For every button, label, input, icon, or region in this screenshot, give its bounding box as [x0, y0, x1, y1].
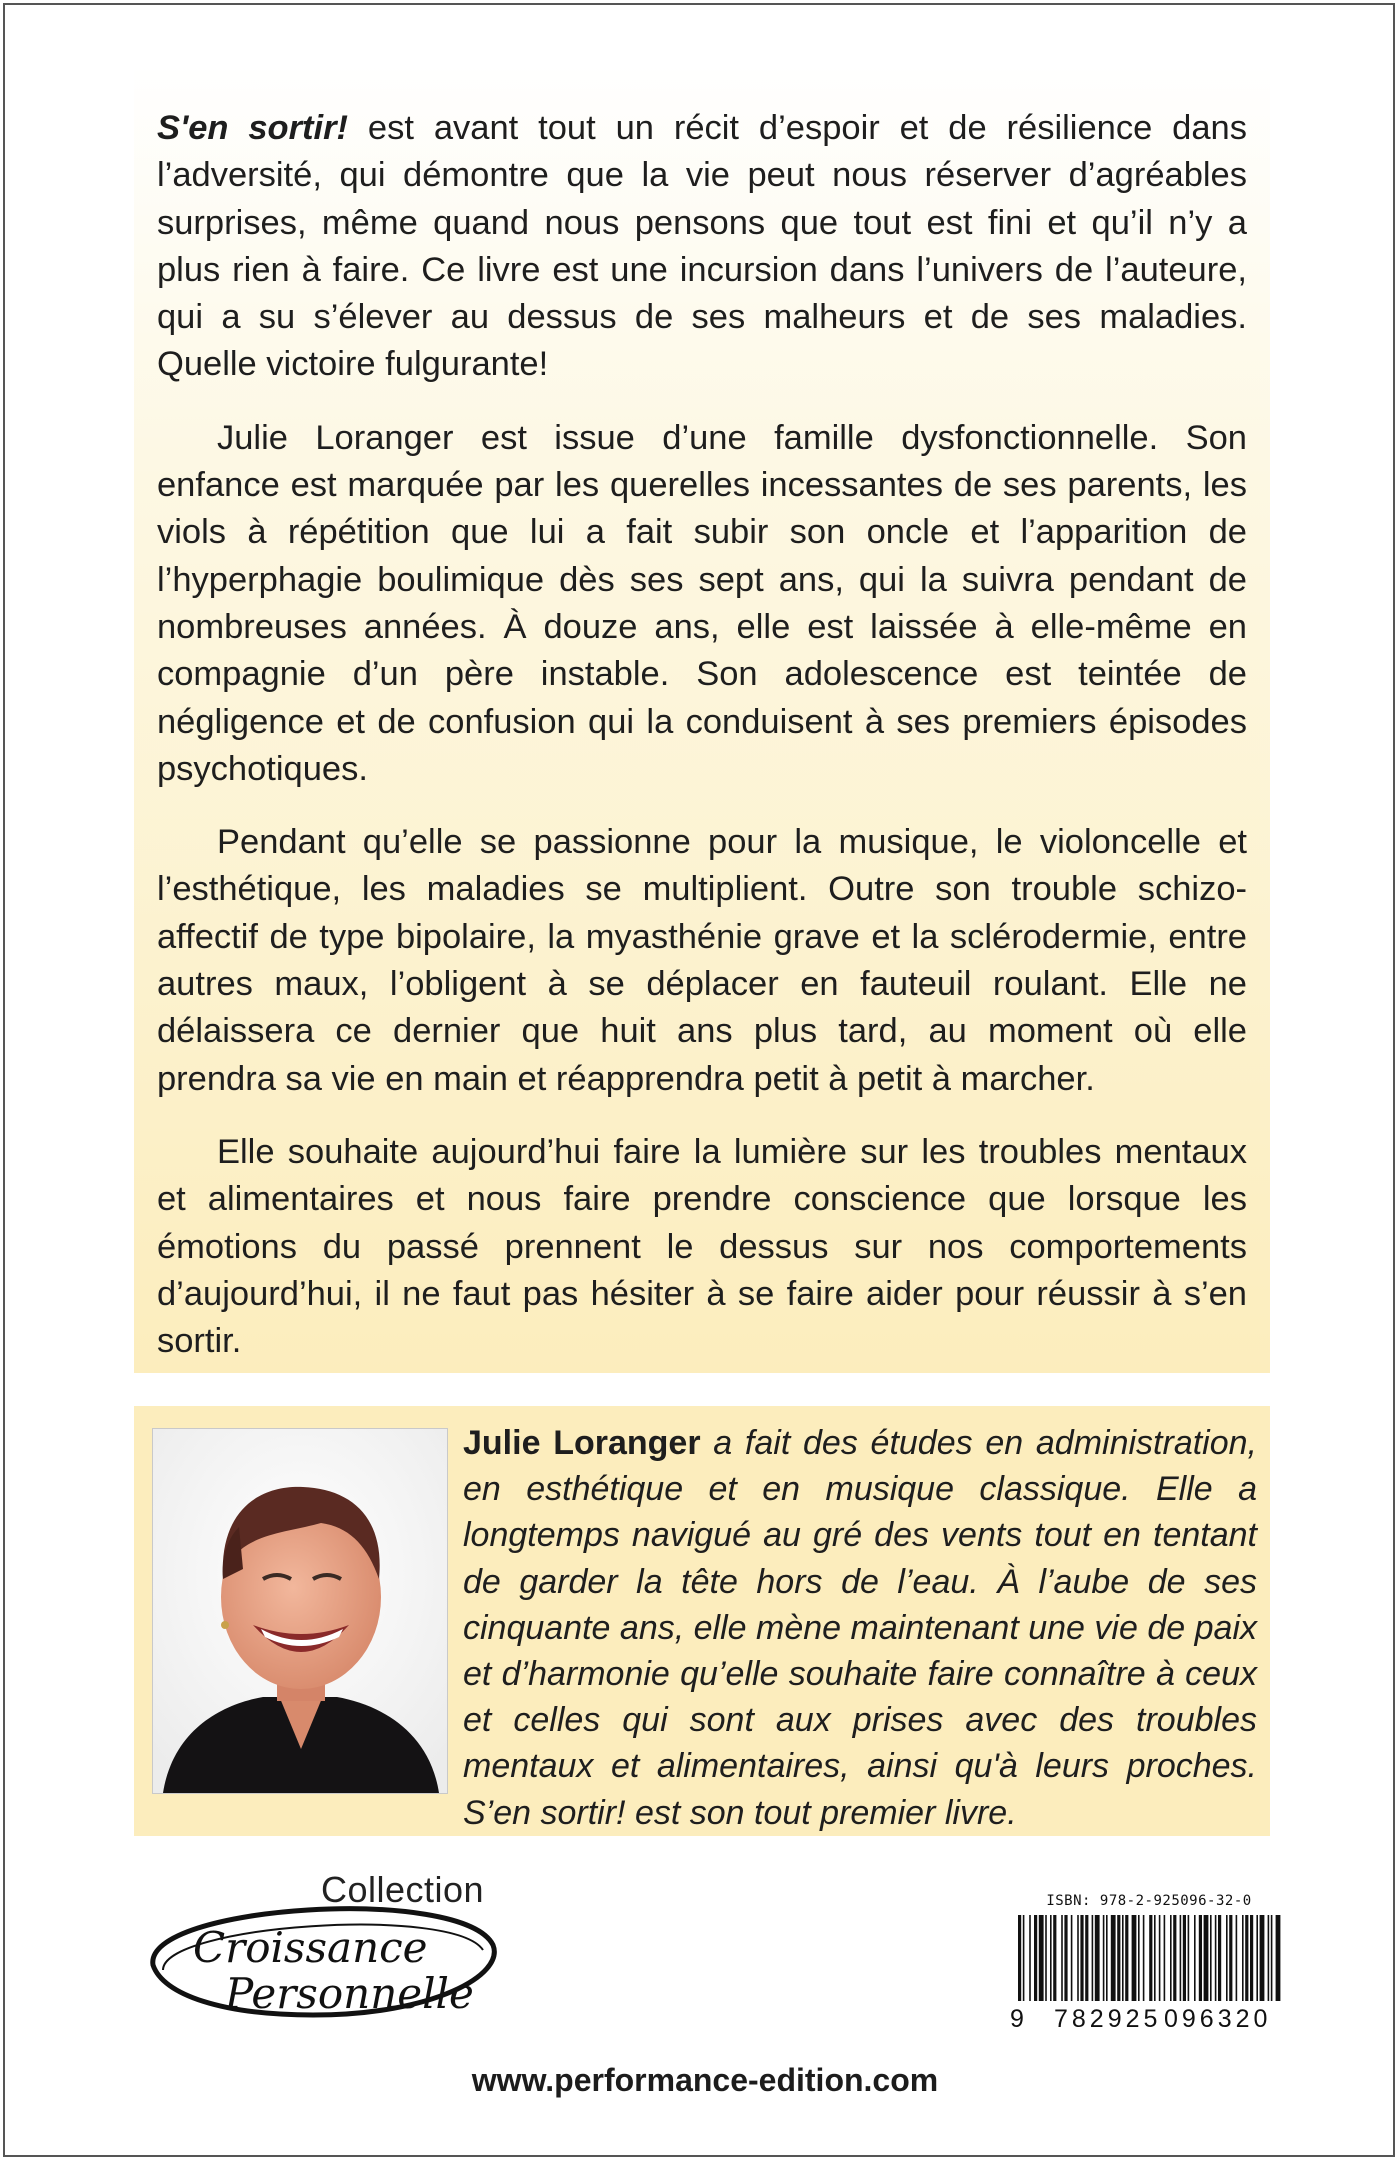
- barcode-bar: [1173, 1915, 1176, 2001]
- book-title: S'en sortir!: [157, 109, 349, 147]
- barcode-bar: [1085, 1915, 1088, 2001]
- barcode-bar: [1183, 1915, 1186, 2001]
- barcode-bar: [1125, 1915, 1128, 2001]
- barcode-bar: [1122, 1915, 1124, 2001]
- barcode-bar: [1229, 1915, 1232, 2001]
- barcode-bar: [1268, 1915, 1270, 2001]
- barcode-bar: [1018, 1915, 1021, 2001]
- barcode-bar: [1188, 1915, 1190, 2001]
- barcode-bar: [1194, 1915, 1196, 2001]
- cover-frame: [3, 3, 1395, 2157]
- barcode-bar: [1242, 1915, 1244, 2001]
- barcode-bar: [1260, 1915, 1265, 2001]
- barcode-bar: [1218, 1915, 1221, 2001]
- barcode-digits-right: 096320: [1164, 2005, 1272, 2033]
- barcode-icon: [1014, 1915, 1284, 2005]
- barcode-bar: [1111, 1915, 1116, 2001]
- isbn-label: ISBN: 978-2-925096-32-0: [1046, 1893, 1252, 1909]
- collection-name-line-2: Personnelle: [225, 1969, 474, 2018]
- description-paragraph-2: Julie Loranger est issue d’une famille dysfonctionnelle. Son enfance est marquée par les querelles incessantes de ses parents, les viols à répétition que lui a fait subir son oncle et l’apparition de l’hyperphagie boulimique dès ses sept ans, qui la suivra pendant de nombreuses années. À douze ans, elle est laissée à elle-même en compagnie d’un père instable. Son adolescence est teintée de négligence et de confusion qui la conduisent à ses premiers épisodes psychotiques.: [157, 418, 1247, 788]
- barcode-bar: [1034, 1915, 1037, 2001]
- barcode-bar: [1023, 1915, 1025, 2001]
- barcode-bar: [1170, 1915, 1172, 2001]
- barcode-bar: [1159, 1915, 1161, 2001]
- barcode-bar: [1245, 1915, 1248, 2001]
- barcode-bar: [1204, 1915, 1209, 2001]
- description-panel: [134, 65, 1270, 1373]
- author-bio: [463, 1420, 1257, 1836]
- barcode-bar: [1103, 1915, 1105, 2001]
- barcode-bar: [1215, 1915, 1217, 2001]
- barcode-bar: [1092, 1915, 1094, 2001]
- barcode-bar: [1154, 1915, 1156, 2001]
- barcode-bar: [1061, 1915, 1063, 2001]
- barcode-bar: [1271, 1915, 1273, 2001]
- barcode-bar: [1077, 1915, 1079, 2001]
- collection-logo: [133, 1865, 513, 2035]
- barcode-bar: [1045, 1915, 1047, 2001]
- author-panel: [134, 1406, 1270, 1836]
- barcode-digits-left: 782925: [1054, 2005, 1162, 2033]
- barcode-bar: [1050, 1915, 1052, 2001]
- barcode-bar: [1095, 1915, 1100, 2001]
- author-bio-text: a fait des études en administration, en esthétique et en musique classique. Elle a longtemps navigué au gré des vents tout en tentant de garder la tête hors de l’eau. À l’aube de ses cinquante ans, elle mène maintenant une vie de paix et d’harmonie qu’elle souhaite faire connaître à ceux et celles qui sont aux prises avec des troubles mentaux et alimentaires, ainsi qu'à leurs proches. S’en sortir! est son tout premier livre.: [463, 1424, 1257, 1832]
- barcode-bar: [1236, 1915, 1238, 2001]
- barcode-bar: [1164, 1915, 1166, 2001]
- description-paragraph-1: [157, 105, 1247, 389]
- description-paragraph-4: Elle souhaite aujourd’hui faire la lumière sur les troubles mentaux et alimentaires et nous faire prendre conscience que lorsque les émotions du passé prennent le dessus sur nos comportements d’aujourd’hui, il ne faut pas hésiter à se faire aider pour réussir à s’en sortir.: [157, 1132, 1247, 1361]
- barcode-bar: [1276, 1915, 1281, 2001]
- barcode-bar: [1117, 1915, 1120, 2001]
- collection-name-line-1: Croissance: [193, 1923, 428, 1972]
- barcode-bar: [1210, 1915, 1212, 2001]
- barcode-bar: [1256, 1915, 1258, 2001]
- barcode-bar: [1080, 1915, 1083, 2001]
- barcode-bar: [1143, 1915, 1145, 2001]
- paragraph-1-text: est avant tout un récit d’espoir et de résilience dans l’adversité, qui démontre que la vie peut nous réserver d’agréables surprises, même quand nous pensons que tout est fini et qu’il n’y a plus rien à faire. Ce livre est une incursion dans l’univers de l’auteure, qui a su s’élever au dessus de ses malheurs et de ses maladies. Quelle victoire fulgurante!: [157, 109, 1247, 384]
- barcode-bar: [1064, 1915, 1067, 2001]
- barcode-block: [1010, 1893, 1284, 2053]
- barcode-bar: [1199, 1915, 1202, 2001]
- barcode-bar: [1138, 1915, 1140, 2001]
- barcode-bar: [1250, 1915, 1253, 2001]
- publisher-website[interactable]: www.performance-edition.com: [471, 2062, 939, 2098]
- barcode-bar: [1071, 1915, 1073, 2001]
- description-paragraph-3: Pendant qu’elle se passionne pour la musique, le violoncelle et l’esthétique, les maladies se multiplient. Outre son trouble schizo-affectif de type bipolaire, la myasthénie grave et la sclérodermie, entre autres maux, l’obligent à se déplacer en fauteuil roulant. Elle ne délaissera ce dernier que huit ans plus tard, au moment où elle prendra sa vie en main et réapprendra petit à petit à marcher.: [157, 823, 1247, 1098]
- author-portrait-icon: [153, 1429, 447, 1793]
- barcode-bar: [1053, 1915, 1056, 2001]
- barcode-bar: [1106, 1915, 1108, 2001]
- barcode-digit-first: 9: [1010, 2005, 1024, 2033]
- collection-label: Collection: [321, 1869, 485, 1910]
- barcode-bar: [1039, 1915, 1044, 2001]
- barcode-bar: [1132, 1915, 1137, 2001]
- barcode-bar: [1226, 1915, 1228, 2001]
- barcode-bar: [1180, 1915, 1182, 2001]
- barcode-bar: [1029, 1915, 1031, 2001]
- author-photo: [152, 1428, 448, 1794]
- barcode-bar: [1149, 1915, 1152, 2001]
- author-name: Julie Loranger: [463, 1424, 701, 1462]
